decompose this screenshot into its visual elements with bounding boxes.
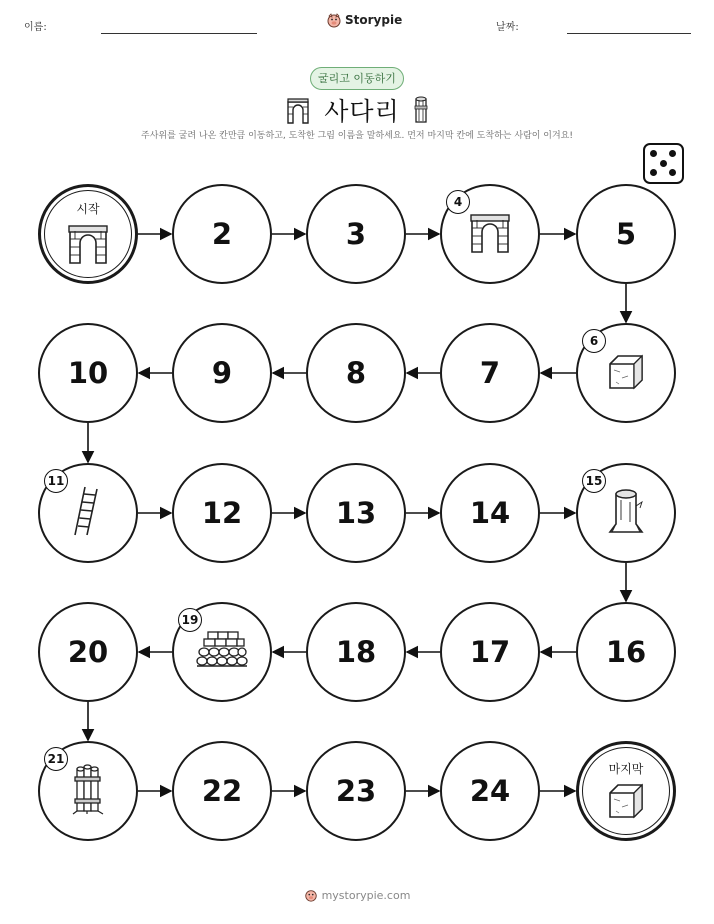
space-number-badge: 21 bbox=[44, 747, 68, 771]
board-space-7[interactable] bbox=[440, 323, 540, 423]
date-label: 날짜: bbox=[496, 22, 519, 33]
board-space-8[interactable] bbox=[306, 323, 406, 423]
space-number: 14 bbox=[469, 496, 511, 530]
stone-block-icon bbox=[606, 352, 646, 394]
stone-block-icon bbox=[606, 781, 646, 823]
activity-type-pill: 굴리고 이동하기 bbox=[310, 67, 404, 90]
space-number: 23 bbox=[335, 774, 377, 808]
space-number: 9 bbox=[211, 356, 233, 390]
board-space-9[interactable] bbox=[172, 323, 272, 423]
ladder-icon bbox=[71, 485, 105, 541]
board-space-10[interactable] bbox=[38, 323, 138, 423]
space-number: 16 bbox=[605, 635, 647, 669]
arch-icon bbox=[469, 210, 511, 258]
stone-wall-icon bbox=[196, 630, 248, 674]
space-number-badge: 6 bbox=[582, 329, 606, 353]
board-space-19[interactable] bbox=[172, 602, 272, 702]
space-label: 시작 bbox=[76, 201, 100, 216]
board-space-17[interactable] bbox=[440, 602, 540, 702]
brand-name: Storypie bbox=[345, 13, 403, 27]
space-number: 22 bbox=[201, 774, 243, 808]
board-space-20[interactable] bbox=[38, 602, 138, 702]
space-number: 18 bbox=[335, 635, 377, 669]
board-space-23[interactable] bbox=[306, 741, 406, 841]
space-number: 20 bbox=[67, 635, 109, 669]
space-number: 5 bbox=[615, 217, 637, 251]
space-number-badge: 11 bbox=[44, 469, 68, 493]
board-space-24[interactable] bbox=[440, 741, 540, 841]
board-space-4[interactable] bbox=[440, 184, 540, 284]
board-space-15[interactable] bbox=[576, 463, 676, 563]
space-number-badge: 15 bbox=[582, 469, 606, 493]
space-number: 12 bbox=[201, 496, 243, 530]
space-number: 13 bbox=[335, 496, 377, 530]
space-number-badge: 19 bbox=[178, 608, 202, 632]
tree-stump-icon bbox=[606, 486, 646, 540]
board-space-13[interactable] bbox=[306, 463, 406, 563]
space-number: 10 bbox=[67, 356, 109, 390]
board-space-6[interactable] bbox=[576, 323, 676, 423]
name-label: 이름: bbox=[24, 22, 47, 33]
board-space-2[interactable] bbox=[172, 184, 272, 284]
board-space-12[interactable] bbox=[172, 463, 272, 563]
space-number: 2 bbox=[211, 217, 233, 251]
board-space-5[interactable] bbox=[576, 184, 676, 284]
space-number: 3 bbox=[345, 217, 367, 251]
footer-site: mystorypie.com bbox=[321, 888, 411, 902]
instructions: 주사위를 굴려 나온 칸만큼 이동하고, 도착한 그림 이름을 말하세요. 먼저 마지막 칸에 도착하는 사람이 이겨요! bbox=[141, 131, 573, 141]
board-space-16[interactable] bbox=[576, 602, 676, 702]
board-space-22[interactable] bbox=[172, 741, 272, 841]
finish-space[interactable] bbox=[576, 741, 676, 841]
space-number-badge: 4 bbox=[446, 190, 470, 214]
board-space-21[interactable] bbox=[38, 741, 138, 841]
space-number: 17 bbox=[469, 635, 511, 669]
pig-mascot-icon bbox=[304, 888, 318, 902]
board-space-3[interactable] bbox=[306, 184, 406, 284]
log-bundle-icon bbox=[71, 763, 105, 819]
board-space-18[interactable] bbox=[306, 602, 406, 702]
space-number: 8 bbox=[345, 356, 367, 390]
page-title: 사다리 bbox=[324, 97, 400, 126]
space-number: 7 bbox=[479, 356, 501, 390]
space-label: 마지막 bbox=[608, 761, 644, 776]
start-space[interactable] bbox=[38, 184, 138, 284]
board-space-14[interactable] bbox=[440, 463, 540, 563]
footer bbox=[0, 888, 714, 902]
arch-icon bbox=[67, 221, 109, 269]
space-number: 24 bbox=[469, 774, 511, 808]
board-space-11[interactable] bbox=[38, 463, 138, 563]
